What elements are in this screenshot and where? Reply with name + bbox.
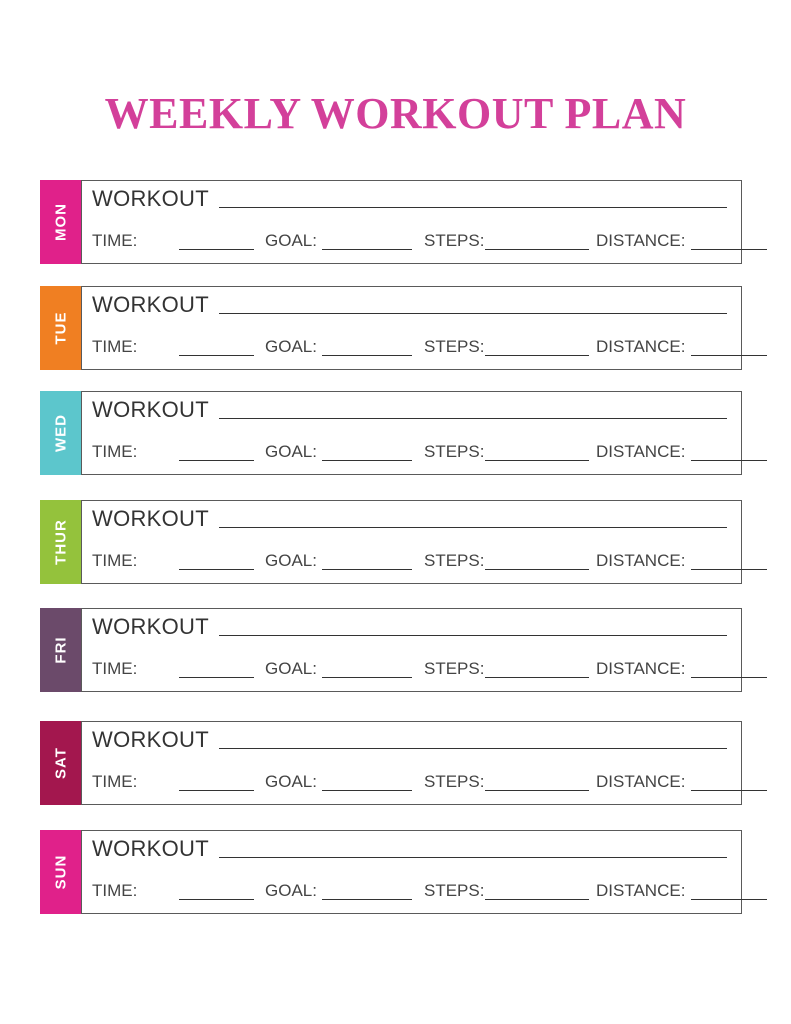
steps-input-line[interactable] (485, 677, 589, 678)
day-box (81, 391, 742, 475)
workout-input-line[interactable] (219, 313, 727, 314)
day-label: TUE (52, 311, 69, 345)
day-label: THUR (52, 519, 69, 565)
day-label: SUN (52, 854, 69, 890)
distance-label: DISTANCE: (596, 231, 686, 250)
steps-label: STEPS: (424, 772, 485, 791)
workout-input-line[interactable] (219, 418, 727, 419)
day-row-mon (40, 180, 742, 264)
distance-label: DISTANCE: (596, 442, 686, 461)
day-row-tue (40, 286, 742, 370)
day-row-wed (40, 391, 742, 475)
distance-input-line[interactable] (691, 249, 767, 250)
time-label: TIME: (92, 551, 138, 570)
time-input-line[interactable] (179, 790, 254, 791)
day-row-sat (40, 721, 742, 805)
workout-input-line[interactable] (219, 748, 727, 749)
day-label: FRI (52, 636, 69, 664)
day-tab (40, 286, 81, 370)
workout-input-line[interactable] (219, 635, 727, 636)
distance-input-line[interactable] (691, 790, 767, 791)
time-input-line[interactable] (179, 355, 254, 356)
time-input-line[interactable] (179, 677, 254, 678)
day-label: MON (52, 203, 69, 241)
steps-input-line[interactable] (485, 569, 589, 570)
day-box (81, 180, 742, 264)
day-row-thur (40, 500, 742, 584)
workout-label: WORKOUT (92, 292, 209, 317)
steps-label: STEPS: (424, 551, 485, 570)
steps-input-line[interactable] (485, 899, 589, 900)
steps-input-line[interactable] (485, 355, 589, 356)
page-title: WEEKLY WORKOUT PLAN (104, 89, 687, 138)
goal-label: GOAL: (265, 442, 317, 461)
day-box (81, 500, 742, 584)
day-label: SAT (52, 747, 69, 779)
day-box (81, 830, 742, 914)
workout-input-line[interactable] (219, 207, 727, 208)
distance-label: DISTANCE: (596, 659, 686, 678)
workout-label: WORKOUT (92, 727, 209, 752)
steps-input-line[interactable] (485, 790, 589, 791)
workout-label: WORKOUT (92, 506, 209, 531)
day-label: WED (52, 414, 69, 452)
goal-input-line[interactable] (322, 677, 412, 678)
workout-label: WORKOUT (92, 186, 209, 211)
goal-input-line[interactable] (322, 899, 412, 900)
time-label: TIME: (92, 659, 138, 678)
goal-label: GOAL: (265, 231, 317, 250)
workout-label: WORKOUT (92, 836, 209, 861)
day-tab (40, 180, 81, 264)
goal-input-line[interactable] (322, 249, 412, 250)
steps-label: STEPS: (424, 231, 485, 250)
day-row-fri (40, 608, 742, 692)
steps-label: STEPS: (424, 881, 485, 900)
time-input-line[interactable] (179, 460, 254, 461)
day-box (81, 286, 742, 370)
time-input-line[interactable] (179, 569, 254, 570)
goal-input-line[interactable] (322, 460, 412, 461)
distance-label: DISTANCE: (596, 772, 686, 791)
time-label: TIME: (92, 231, 138, 250)
time-label: TIME: (92, 772, 138, 791)
distance-input-line[interactable] (691, 569, 767, 570)
time-input-line[interactable] (179, 249, 254, 250)
steps-input-line[interactable] (485, 460, 589, 461)
day-tab (40, 830, 81, 914)
goal-input-line[interactable] (322, 355, 412, 356)
distance-input-line[interactable] (691, 355, 767, 356)
goal-label: GOAL: (265, 551, 317, 570)
day-box (81, 721, 742, 805)
goal-input-line[interactable] (322, 569, 412, 570)
steps-input-line[interactable] (485, 249, 589, 250)
steps-label: STEPS: (424, 659, 485, 678)
distance-label: DISTANCE: (596, 337, 686, 356)
steps-label: STEPS: (424, 442, 485, 461)
goal-label: GOAL: (265, 659, 317, 678)
day-box (81, 608, 742, 692)
distance-input-line[interactable] (691, 460, 767, 461)
distance-label: DISTANCE: (596, 551, 686, 570)
goal-label: GOAL: (265, 881, 317, 900)
time-input-line[interactable] (179, 899, 254, 900)
workout-input-line[interactable] (219, 527, 727, 528)
steps-label: STEPS: (424, 337, 485, 356)
day-tab (40, 500, 81, 584)
goal-label: GOAL: (265, 772, 317, 791)
workout-input-line[interactable] (219, 857, 727, 858)
distance-input-line[interactable] (691, 899, 767, 900)
time-label: TIME: (92, 881, 138, 900)
time-label: TIME: (92, 337, 138, 356)
time-label: TIME: (92, 442, 138, 461)
day-tab (40, 608, 81, 692)
day-row-sun (40, 830, 742, 914)
workout-label: WORKOUT (92, 614, 209, 639)
workout-label: WORKOUT (92, 397, 209, 422)
day-tab (40, 391, 81, 475)
distance-label: DISTANCE: (596, 881, 686, 900)
goal-input-line[interactable] (322, 790, 412, 791)
goal-label: GOAL: (265, 337, 317, 356)
day-tab (40, 721, 81, 805)
distance-input-line[interactable] (691, 677, 767, 678)
